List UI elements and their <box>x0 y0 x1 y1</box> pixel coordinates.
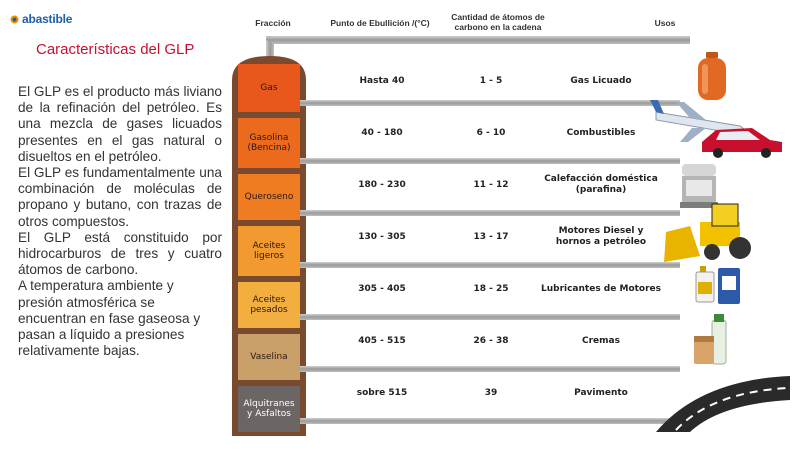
header-usos: Usos <box>654 18 676 28</box>
use-line: Pavimento <box>574 388 628 398</box>
header-carbono-line2: carbono en la cadena <box>454 22 542 32</box>
row-pipe-5 <box>300 366 680 372</box>
fraction-label <box>238 352 300 362</box>
row-pipe-2 <box>300 210 680 216</box>
use-cell <box>536 128 666 139</box>
use-line-2: (parafina) <box>575 185 627 195</box>
paragraph: El GLP es fundamentalmente una combinación de moléculas de propano y butano, con trazas de otros compuestos. <box>18 165 222 229</box>
boiling-cell: 40 - 180 <box>361 128 403 138</box>
boiling-cell: 180 - 230 <box>358 180 406 190</box>
carbons-cell: 1 - 5 <box>479 76 503 86</box>
use-cell <box>536 388 666 399</box>
fraction-name: Queroseno <box>244 192 294 202</box>
use-line-2: hornos a petróleo <box>555 237 647 247</box>
paragraph: A temperatura ambiente y presión atmosférica se encuentran en fase gaseosa y pasan a líquido a presiones relativamente bajas. <box>18 278 201 359</box>
boiling-cell: 130 - 305 <box>358 232 406 242</box>
row-pipes <box>300 100 680 424</box>
use-cell <box>536 284 666 295</box>
carbons-cell: 18 - 25 <box>473 284 509 294</box>
fraction-name: Aceites <box>252 241 286 251</box>
use-line: Cremas <box>582 336 620 346</box>
motor-oil-icon <box>696 266 740 304</box>
fraction-label <box>238 399 300 419</box>
car-icon <box>702 128 782 158</box>
fraction-name-2: ligeros <box>254 251 284 261</box>
use-line: Calefacción doméstica <box>544 174 658 184</box>
fraction-label <box>238 295 300 315</box>
gas-cylinder-icon <box>698 52 726 100</box>
road-icon <box>656 376 790 432</box>
carbons-cell: 26 - 38 <box>473 336 509 346</box>
slide-title: Características del GLP <box>36 41 195 58</box>
use-line: Combustibles <box>566 128 636 138</box>
fraction-label <box>238 133 300 153</box>
top-pipe-horizontal <box>266 36 690 44</box>
fraction-label <box>238 83 300 93</box>
fraction-name: Vaselina <box>250 352 288 362</box>
use-line: Motores Diesel y <box>558 226 644 236</box>
row-pipe-0 <box>300 100 680 106</box>
fraction-name: Gasolina <box>249 133 289 143</box>
row-pipe-6 <box>300 418 680 424</box>
fraction-name-2: y Asfaltos <box>247 409 291 419</box>
fraction-name-2: pesados <box>250 305 288 315</box>
fraction-name: Alquitranes <box>243 399 295 409</box>
header-carbono-line1: Cantidad de átomos de <box>451 12 545 22</box>
boiling-cell: Hasta 40 <box>359 76 405 86</box>
carbons-cell: 39 <box>484 388 498 398</box>
use-line: Lubricantes de Motores <box>540 284 662 294</box>
fraction-name: Aceites <box>252 295 286 305</box>
carbons-cell: 6 - 10 <box>476 128 506 138</box>
use-cell <box>536 174 666 196</box>
use-cell <box>536 226 666 248</box>
boiling-cell: 305 - 405 <box>358 284 406 294</box>
cream-jar-icon <box>694 314 726 364</box>
paragraph: El GLP es el producto más liviano de la refinación del petróleo. Es una mezcla de gases licuados presentes en el gas natural o disueltos en el petróleo. <box>18 84 222 164</box>
row-pipe-1 <box>300 158 680 164</box>
row-pipe-3 <box>300 262 680 268</box>
paragraph: El GLP está constituido por hidrocarburos de tres y cuatro átomos de carbono. <box>18 229 222 278</box>
use-cell <box>536 336 666 347</box>
boiling-cell: sobre 515 <box>356 388 408 398</box>
carbons-cell: 13 - 17 <box>473 232 509 242</box>
fraction-name-2: (Bencina) <box>247 143 291 153</box>
fraction-label <box>238 192 300 202</box>
header-fraccion: Fracción <box>255 18 291 28</box>
boiling-cell: 405 - 515 <box>358 336 406 346</box>
fraction-name: Gas <box>260 83 278 93</box>
use-line: Gas Licuado <box>570 76 632 86</box>
heater-icon <box>680 164 718 208</box>
row-pipe-4 <box>300 314 680 320</box>
logo-text: abastible <box>22 12 73 26</box>
carbons-cell: 11 - 12 <box>473 180 509 190</box>
header-ebullicion: Punto de Ebullición /(°C) <box>330 18 430 28</box>
fraction-label <box>238 241 300 261</box>
use-cell <box>536 76 666 87</box>
